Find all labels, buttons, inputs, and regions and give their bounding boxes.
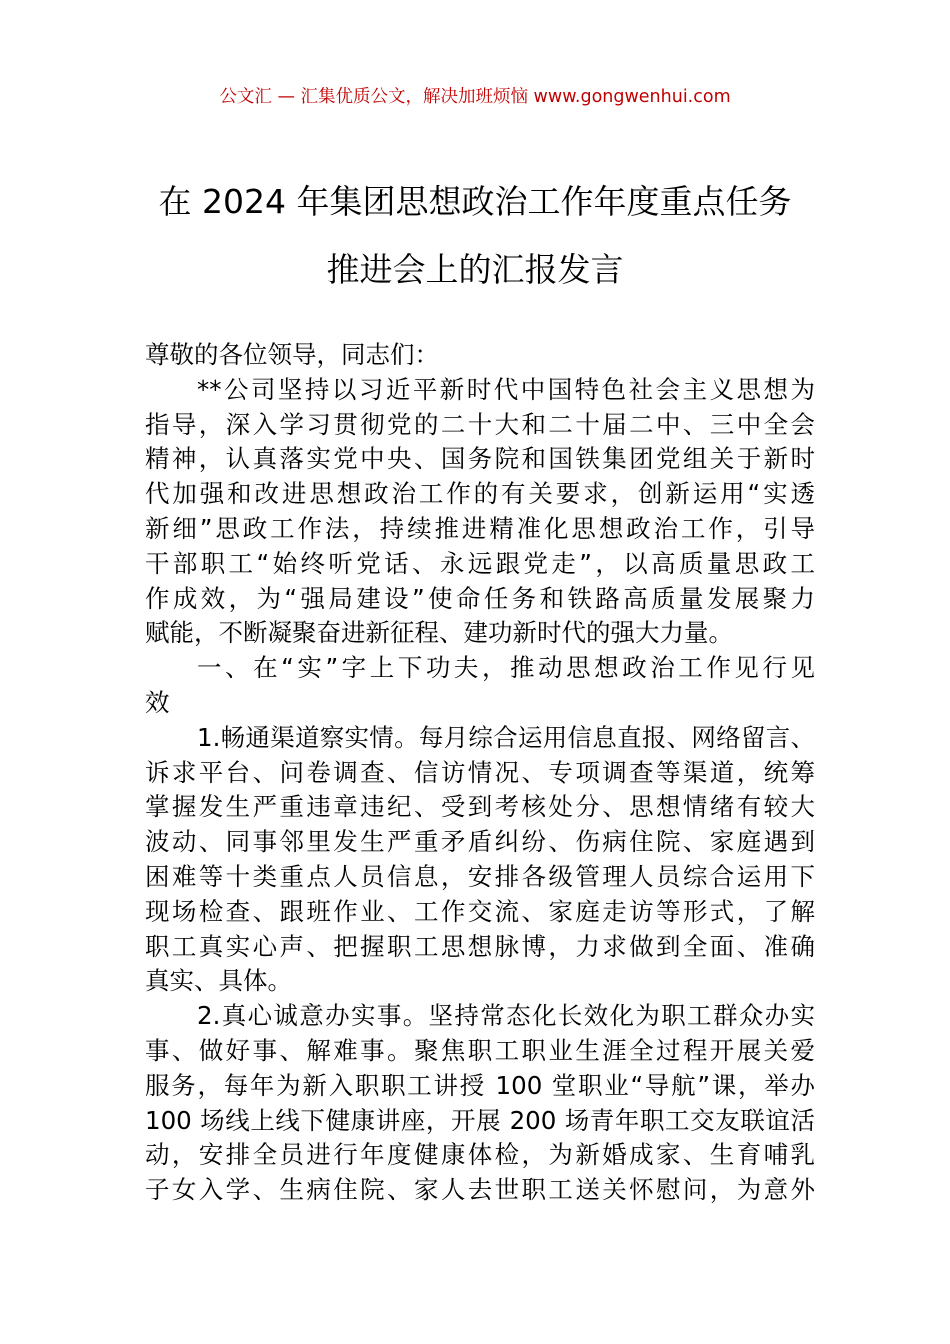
body-line: 职工真实心声、把握职工思想脉博，力求做到全面、准确 (145, 931, 815, 961)
document-title-line-2: 推进会上的汇报发言 (326, 250, 624, 289)
body-line: **公司坚持以习近平新时代中国特色社会主义思想为 (197, 374, 815, 404)
document-title-line-1: 在 2024 年集团思想政治工作年度重点任务 (158, 182, 792, 221)
body-line: 精神，认真落实党中央、国务院和国铁集团党组关于新时 (145, 444, 815, 474)
body-line: 赋能，不断凝聚奋进新征程、建功新时代的强大力量。 (145, 618, 733, 648)
body-line: 1.畅通渠道察实情。每月综合运用信息直报、网络留言、 (197, 722, 815, 752)
body-line: 诉求平台、问卷调查、信访情况、专项调查等渠道，统筹 (145, 757, 815, 787)
body-line: 现场检查、跟班作业、工作交流、家庭走访等形式，了解 (145, 896, 815, 926)
body-line: 指导，深入学习贯彻党的二十大和二十届二中、三中全会 (145, 409, 815, 439)
body-line: 服务，每年为新入职职工讲授 100 堂职业“导航”课，举办 (145, 1070, 815, 1100)
body-line: 一、在“实”字上下功夫，推动思想政治工作见行见 (197, 653, 815, 683)
body-line: 真实、具体。 (145, 966, 292, 996)
body-line: 效 (145, 687, 170, 717)
body-line: 尊敬的各位领导，同志们： (145, 340, 439, 369)
body-line: 事、做好事、解难事。聚焦职工职业生涯全过程开展关爱 (145, 1035, 815, 1065)
body-line: 新细”思政工作法，持续推进精准化思想政治工作，引导 (145, 513, 815, 543)
body-line: 子女入学、生病住院、家人去世职工送关怀慰问，为意外 (145, 1175, 815, 1205)
body-line: 动，安排全员进行年度健康体检，为新婚成家、生育哺乳 (145, 1140, 815, 1170)
body-line: 100 场线上线下健康讲座，开展 200 场青年职工交友联谊活 (145, 1105, 815, 1135)
body-line: 作成效，为“强局建设”使命任务和铁路高质量发展聚力 (145, 583, 815, 613)
body-line: 2.真心诚意办实事。坚持常态化长效化为职工群众办实 (197, 1001, 815, 1031)
body-line: 困难等十类重点人员信息，安排各级管理人员综合运用下 (145, 861, 815, 891)
body-line: 代加强和改进思想政治工作的有关要求，创新运用“实透 (145, 479, 815, 509)
document-body (145, 338, 815, 1208)
body-line: 波动、同事邻里发生严重矛盾纠纷、伤病住院、家庭遇到 (145, 827, 815, 857)
body-line: 干部职工“始终听党话、永远跟党走”，以高质量思政工 (145, 548, 815, 578)
body-line: 掌握发生严重违章违纪、受到考核处分、思想情绪有较大 (145, 792, 815, 822)
watermark-header: 公文汇 — 汇集优质公文，解决加班烦恼 www.gongwenhui.com (219, 87, 731, 107)
